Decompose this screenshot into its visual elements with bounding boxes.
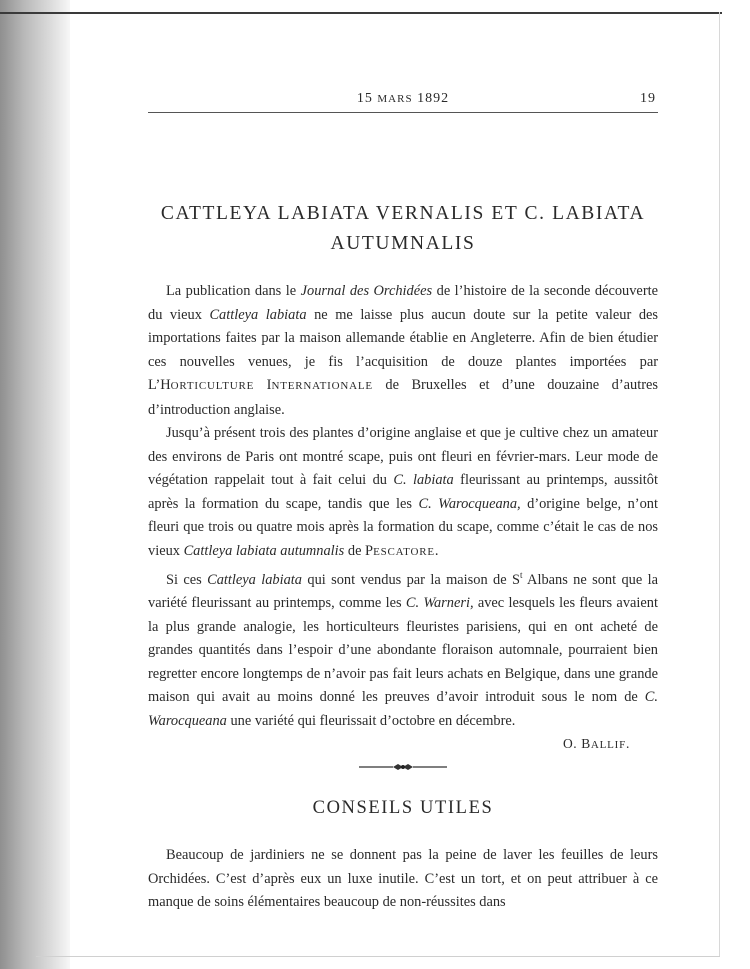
article-title [148,199,658,259]
header-date-month: MARS [377,93,413,105]
article-title-line2: AUTUMNALIS [330,233,476,254]
section-divider-ornament [357,762,449,772]
text-run: Albans ne sont que la variété fleurissant au printemps, comme les [148,571,658,612]
author-signature [148,736,658,752]
italic-run: Cattleya labiata autumnalis [183,542,345,559]
text-run: d’origine belge, n’ont fleuri que trois ou quatre mois après la formation du scape, comme c’était le cas de nos vieux [148,495,658,559]
text-run: La publication dans le [166,283,301,299]
article-paragraph-2 [148,422,658,564]
text-run: de Bruxelles et d’une douzaine d’autres d’introduction anglaise. [148,377,658,418]
italic-run: Journal des Orchidées [300,283,433,299]
document-page [148,82,658,915]
small-caps-run: ORTICULTURE [170,380,255,392]
signature-end: . [626,736,630,752]
text-run: ne me laisse plus aucun doute sur la petite valeur des importations faites par la maison allemande établie en Angleterre. Afin de bien étudier ces nouvelles venues, je fis l’acquisition de douze plantes importées par L’H [148,306,658,393]
small-caps-run: ESCATORE [373,545,435,558]
article-paragraph-1 [148,280,658,422]
article-title-line1: CATTLEYA LABIATA VERNALIS ET C. LABIATA [160,203,646,224]
italic-run: Cattleya labiata [209,306,307,323]
text-run: de l’histoire de la seconde découverte du vieux [148,283,658,323]
scan-top-edge [0,12,722,14]
header-date-day: 15 [356,91,373,106]
text-run: I [254,377,272,393]
italic-run: C. Warocqueana, [418,495,521,512]
text-run: . [434,542,439,559]
text-run: Si ces [166,571,208,588]
book-gutter-shadow [0,0,70,969]
signature-surname: ALLIF [590,739,627,752]
scan-bottom-edge [36,956,720,957]
text-run: qui sont vendus par la maison de S [302,571,520,588]
italic-run: C. Warneri, [405,595,474,612]
italic-run: Cattleya labiata [207,571,303,588]
text-run: Beaucoup de jardiniers ne se donnent pas la peine de laver les feuilles de leurs Orchidées. C’est d’après eux un luxe inutile. C’est un tort, et on peut attribuer à ce manque de soins élémentaires beaucoup de non-réussites dans [148,847,658,911]
header-date-year: 1892 [417,91,450,106]
header-date [148,91,658,107]
text-run: de P [344,542,374,559]
section-body [148,844,658,915]
small-caps-run: NTERNATIONALE [271,380,373,392]
running-header [148,82,658,113]
page-number: 19 [640,91,656,106]
italic-run: C. Warocqueana [148,689,658,729]
section-paragraph-1 [148,844,658,915]
text-run: une variété qui fleurissait d’octobre en décembre. [226,712,516,729]
article-paragraph-3 [148,564,658,733]
text-run: Jusqu’à présent trois des plantes d’origine anglaise et que je cultive chez un amateur des environs de Paris ont montré scape, puis ont fleuri en février-mars. Leur mode de végétation rappelait tout à fait celui du [148,425,658,488]
superscript-run: t [519,570,523,580]
text-run: fleurissant au printemps, aussitôt après la formation du scape, tandis que les [148,472,658,512]
section-title: CONSEILS UTILES [312,798,494,819]
scan-right-edge [719,12,720,957]
signature-initial: O. B [562,736,591,752]
text-run: avec lesquels les fleurs avaient la plus grande analogie, les horticulteurs fleuristes parisiens, qui en ont acheté de grandes quantités dans l’espoir d’une abondante floraison automnale, pourraient bien regretter encore longtemps de n’avoir pas fait leurs achats en Belgique, dans une grande maison qui avait au moins donné les preuves d’avoir introduit sous le nom de [148,595,658,706]
article-body [148,280,658,733]
italic-run: C. labiata [393,472,454,488]
